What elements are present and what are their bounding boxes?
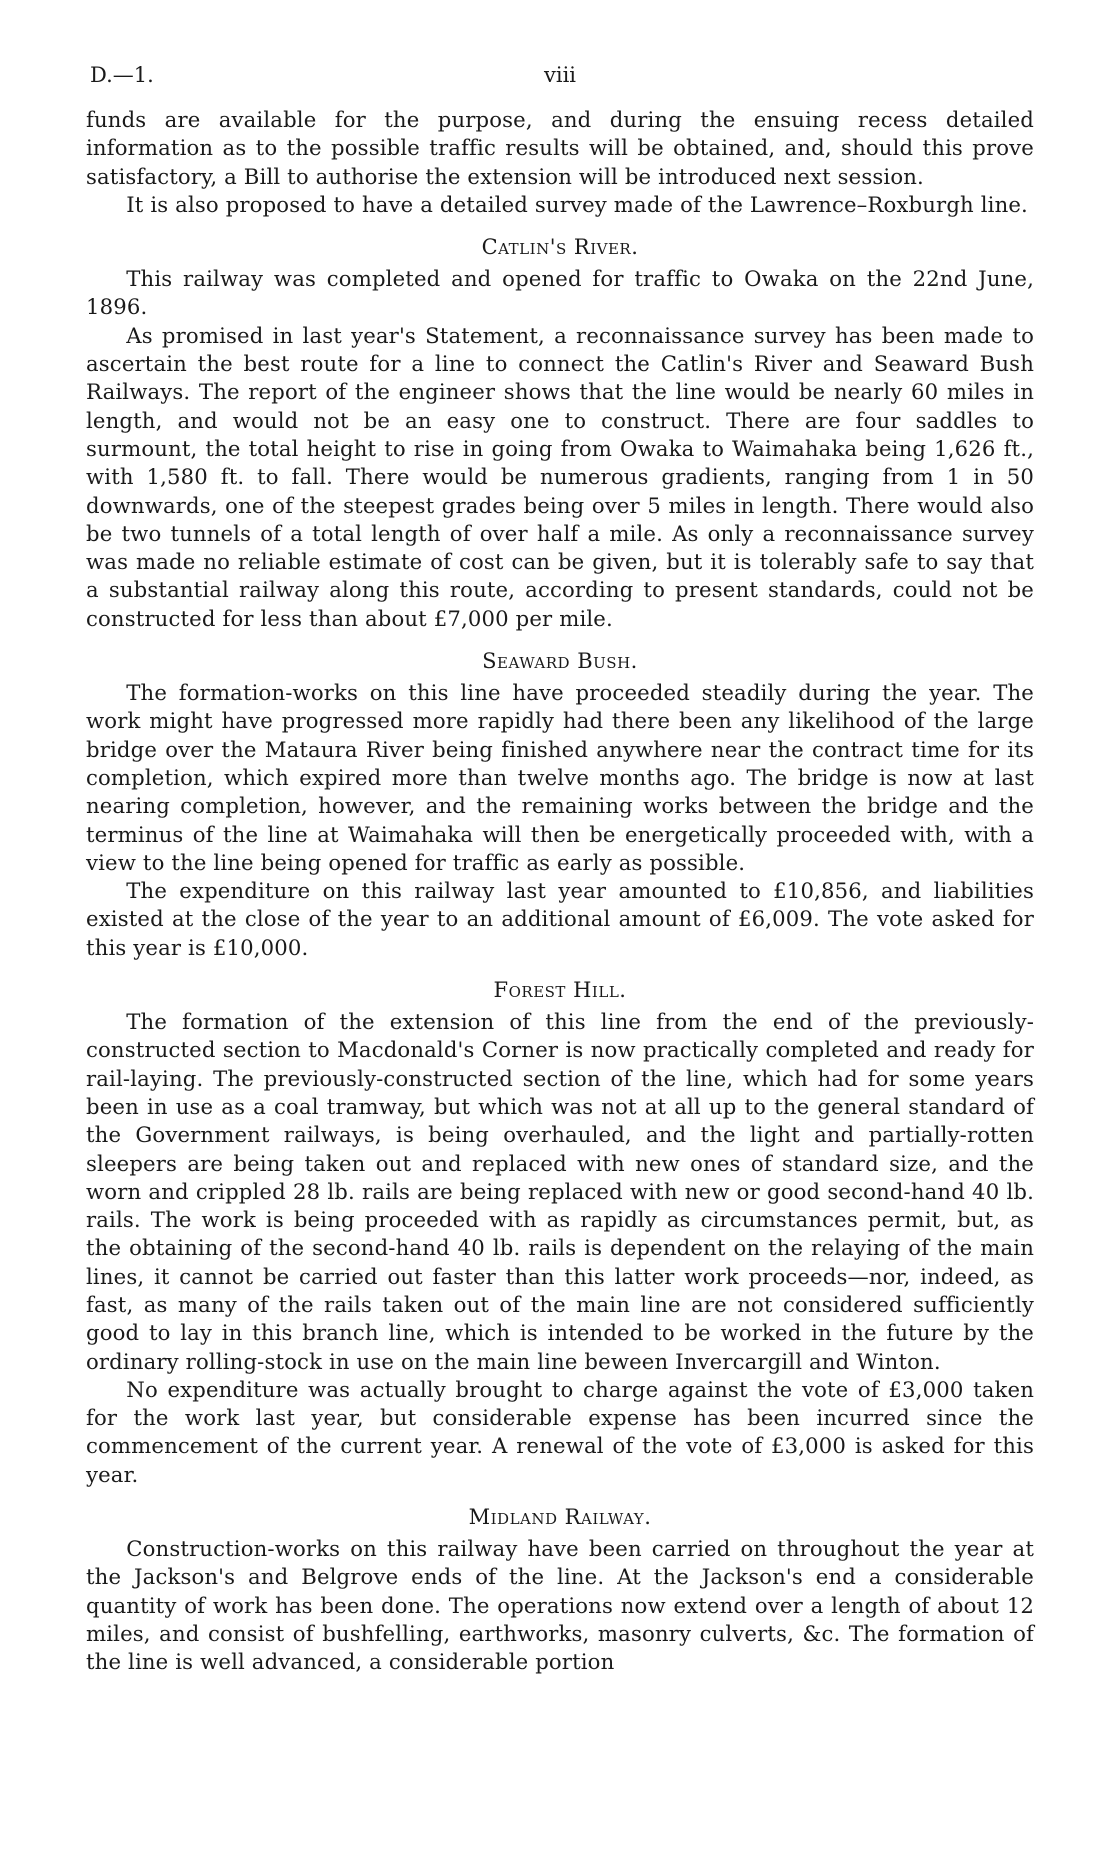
- section-heading-catlins-river: Catlin's River.: [481, 235, 639, 260]
- paragraph: It is also proposed to have a detailed survey made of the Lawrence–Roxburgh line.: [126, 191, 1028, 217]
- document-reference: D.—1.: [90, 63, 154, 87]
- section-heading-forest-hill: Forest Hill.: [493, 978, 627, 1003]
- paragraph: The formation of the extension of this line from the end of the previously-constructed section to Macdonald's Corner is now practically completed and ready for rail-laying. The previously-constructed section of the line, which had for some years been in use as a coal tramway, but which was not at all up to the general standard of the Government railways, is being overhauled, and the light and partially-rotten sleepers are being taken out and replaced with new ones of standard size, and the worn and crippled 28 lb. rails are being replaced with new or good second-hand 40 lb. rails. The work is being proceeded with as rapidly as circumstances permit, but, as the obtaining of the second-hand 40 lb. rails is dependent on the relaying of the main lines, it cannot be carried out faster than this latter work proceeds—nor, indeed, as fast, as many of the rails taken out of the main line are not considered sufficiently good to lay in this branch line, which is intended to be worked in the future by the ordinary rolling-stock in use on the main line beween Invercargill and Winton.: [86, 1009, 1034, 1374]
- section-heading-seaward-bush: Seaward Bush.: [482, 649, 638, 674]
- paragraph: This railway was completed and opened for traffic to Owaka on the 22nd June, 1896.: [86, 266, 1034, 320]
- paragraph: funds are available for the purpose, and during the ensuing recess detailed information as to the possible traffic results will be obtained, and, should this prove satisfactory, a Bill to authorise the extension will be introduced next session.: [86, 107, 1034, 189]
- paragraph: As promised in last year's Statement, a reconnaissance survey has been made to ascertain the best route for a line to connect the Catlin's River and Seaward Bush Railways. The report of the engineer shows that the line would be nearly 60 miles in length, and would not be an easy one to construct. There are four saddles to surmount, the total height to rise in going from Owaka to Waimahaka being 1,626 ft., with 1,580 ft. to fall. There would be numerous gradients, ranging from 1 in 50 downwards, one of the steepest grades being over 5 miles in length. There would also be two tunnels of a total length of over half a mile. As only a reconnaissance survey was made no reliable estimate of cost can be given, but it is tolerably safe to say that a substantial railway along this route, according to present standards, could not be constructed for less than about £7,000 per mile.: [86, 322, 1034, 631]
- paragraph: The expenditure on this railway last year amounted to £10,856, and liabilities existed at the close of the year to an additional amount of £6,009. The vote asked for this year is £10,000.: [86, 878, 1034, 960]
- page-header: [86, 52, 1034, 87]
- document-page: [86, 52, 1034, 1852]
- section-heading-midland-railway: Midland Railway.: [468, 1505, 652, 1530]
- page-number: viii: [543, 63, 576, 87]
- paragraph: Construction-works on this railway have been carried on throughout the year at the Jackson's and Belgrove ends of the line. At the Jackson's end a considerable quantity of work has been done. The operations now extend over a length of about 12 miles, and consist of bushfelling, earthworks, masonry culverts, &c. The formation of the line is well advanced, a considerable portion: [86, 1536, 1034, 1675]
- body-text: [86, 106, 1034, 1677]
- paragraph: The formation-works on this line have proceeded steadily during the year. The work might have progressed more rapidly had there been any likelihood of the large bridge over the Mataura River being finished anywhere near the contract time for its completion, which expired more than twelve months ago. The bridge is now at last nearing completion, however, and the remaining works between the bridge and the terminus of the line at Waimahaka will then be energetically proceeded with, with a view to the line being opened for traffic as early as possible.: [86, 680, 1034, 875]
- paragraph: No expenditure was actually brought to charge against the vote of £3,000 taken for the work last year, but considerable expense has been incurred since the commencement of the current year. A renewal of the vote of £3,000 is asked for this year.: [86, 1376, 1034, 1487]
